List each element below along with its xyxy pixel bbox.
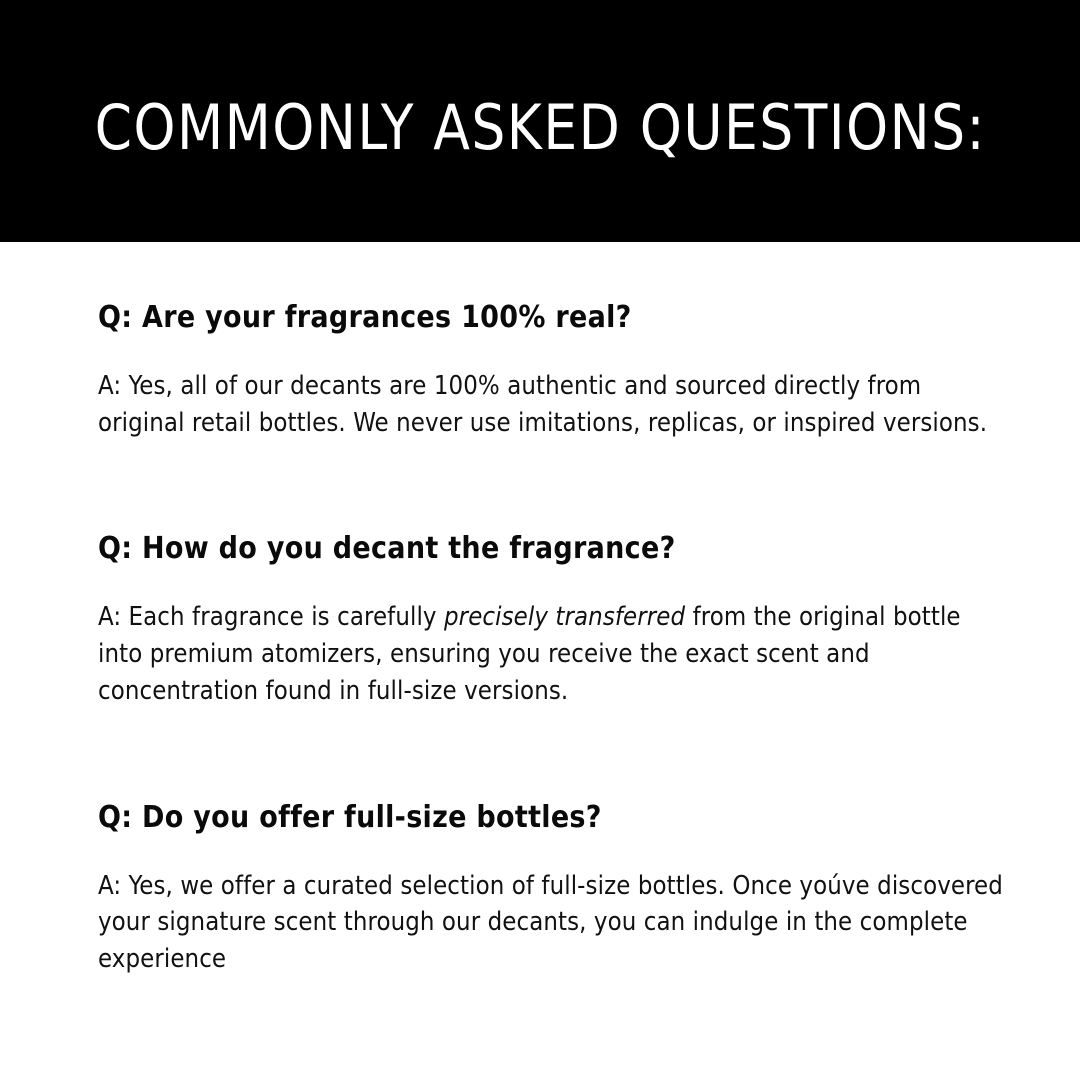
faq-answer-text: A: Each fragrance is carefully	[98, 602, 444, 633]
faq-answer-text: A: Yes, we offer a curated selection of full-size bottles. Once yoúve discovered your signature scent through our decants, you can indulge in the complete experience	[98, 870, 1003, 975]
faq-item	[98, 800, 1006, 978]
section-spacer	[98, 754, 1006, 800]
faq-item	[98, 531, 1006, 709]
faq-answer-text-cont: from the original bottle into premium atomizers, ensuring you receive the exact scent and concentration found in full-size versions.	[98, 602, 961, 706]
faq-answer	[98, 868, 1006, 978]
section-spacer	[98, 485, 1006, 531]
faq-item	[98, 300, 1006, 441]
faq-answer-text: A: Yes, all of our decants are 100% authentic and sourced directly from original retail bottles. We never use imitations, replicas, or inspired versions.	[98, 371, 988, 438]
header-band	[0, 0, 1080, 242]
faq-answer-emphasis: precisely transferred	[444, 602, 686, 633]
faq-question: Q: Do you offer full-size bottles?	[98, 799, 602, 835]
faq-list	[0, 242, 1080, 978]
page-title: COMMONLY ASKED QUESTIONS:	[94, 91, 986, 164]
faq-answer	[98, 368, 1006, 441]
faq-question: Q: How do you decant the fragrance?	[98, 531, 676, 567]
faq-question: Q: Are your fragrances 100% real?	[98, 300, 632, 335]
faq-answer	[98, 599, 1006, 709]
